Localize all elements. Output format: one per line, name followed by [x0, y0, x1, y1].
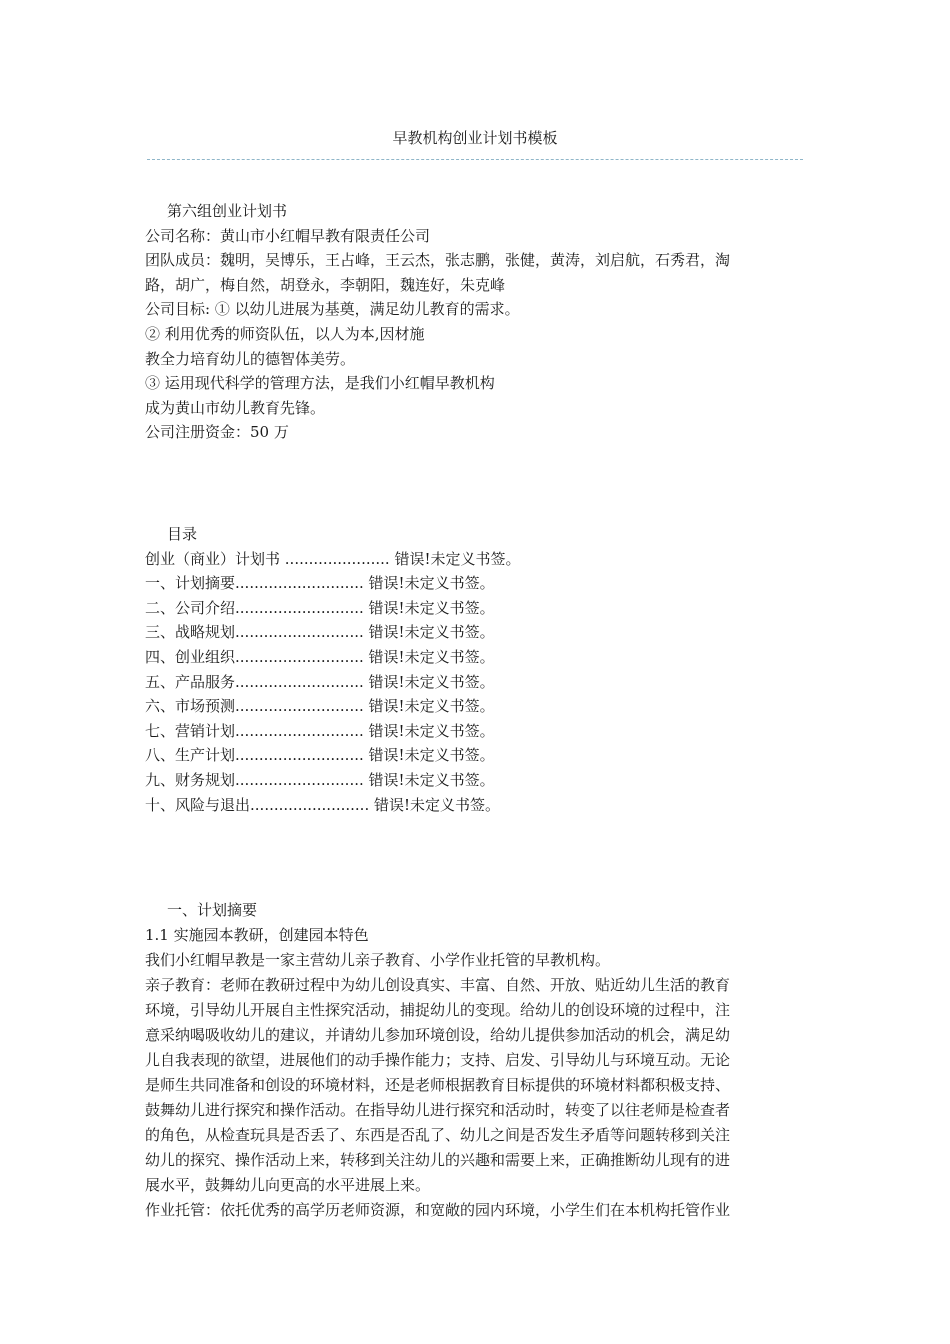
toc-entry-label: 八、生产计划 — [145, 746, 236, 765]
toc-entry-label: 创业（商业）计划书 — [145, 549, 285, 568]
toc-entry-page-ref: 错误!未定义书签。 — [368, 697, 495, 716]
toc-entry-leader-dots: ...................... — [284, 549, 390, 568]
toc-entry[interactable] — [145, 670, 807, 695]
company-goal-line: ② 利用优秀的师资队伍，以人为本,因材施 — [145, 324, 425, 343]
paragraph-line: 儿自我表现的欲望，进展他们的动手操作能力；支持、启发、引导幼儿与环境互动。无论 — [145, 1051, 731, 1069]
toc-entry-page-ref: 错误!未定义书签。 — [368, 598, 495, 617]
toc-entry-page-ref: 错误!未定义书签。 — [374, 795, 501, 814]
toc-entry-leader-dots: ........................... — [235, 672, 364, 691]
toc-entry[interactable] — [145, 620, 807, 645]
toc-entry[interactable] — [145, 547, 807, 572]
paragraph-line: 展水平，鼓舞幼儿向更高的水平进展上来。 — [145, 1176, 431, 1194]
toc-entry-label: 五、产品服务 — [145, 672, 236, 691]
toc-entry-label: 六、市场预测 — [145, 697, 236, 716]
paragraph-line: 鼓舞幼儿进行探究和操作活动。在指导幼儿进行探究和活动时，转变了以往老师是检查者 — [145, 1101, 731, 1119]
toc-entry[interactable] — [145, 768, 807, 793]
toc-entry-page-ref: 错误!未定义书签。 — [368, 647, 495, 666]
toc-entry-leader-dots: ........................... — [235, 647, 364, 666]
homework-paragraph-line: 作业托管：依托优秀的高学历老师资源，和宽敞的园内环境，小学生们在本机构托管作业 — [145, 1201, 731, 1219]
toc-entries — [145, 547, 807, 818]
registered-capital: 公司注册资金：50 万 — [145, 423, 289, 442]
toc-entry-page-ref: 错误!未定义书签。 — [394, 549, 521, 568]
section-plan-summary — [145, 898, 807, 1223]
toc-entry-page-ref: 错误!未定义书签。 — [368, 770, 495, 789]
toc-entry[interactable] — [145, 694, 807, 719]
toc-entry-leader-dots: ......................... — [250, 795, 370, 814]
toc-entry-leader-dots: ........................... — [235, 746, 364, 765]
company-goal-line: ③ 运用现代科学的管理方法，是我们小红帽早教机构 — [145, 374, 495, 393]
toc-entry[interactable] — [145, 719, 807, 744]
paragraph-line: 幼儿的探究、操作活动上来，转移到关注幼儿的兴趣和需要上来，正确推断幼儿现有的进 — [145, 1151, 731, 1169]
toc-entry-label: 七、营销计划 — [145, 721, 236, 740]
toc-entry[interactable] — [145, 793, 807, 818]
toc-entry-page-ref: 错误!未定义书签。 — [368, 746, 495, 765]
toc-entry-label: 二、公司介绍 — [145, 598, 236, 617]
team-members-line: 团队成员：魏明，吴博乐，王占峰，王云杰，张志鹏，张健，黄涛，刘启航，石秀君，淘 — [145, 251, 731, 270]
section-heading: 一、计划摘要 — [167, 901, 258, 919]
parent-education-paragraph — [145, 973, 807, 1198]
toc-entry-leader-dots: ........................... — [235, 721, 364, 740]
group-heading: 第六组创业计划书 — [167, 202, 288, 220]
toc-entry-page-ref: 错误!未定义书签。 — [368, 623, 495, 642]
toc-entry-label: 四、创业组织 — [145, 647, 236, 666]
toc-entry-leader-dots: ........................... — [235, 623, 364, 642]
company-goal-line: 成为黄山市幼儿教育先锋。 — [145, 398, 326, 417]
toc-entry-label: 三、战略规划 — [145, 623, 236, 642]
toc-entry-leader-dots: ........................... — [235, 770, 364, 789]
toc-entry-leader-dots: ........................... — [235, 598, 364, 617]
paragraph-line: 环境，引导幼儿开展自主性探究活动，捕捉幼儿的变现。给幼儿的创设环境的过程中，注 — [145, 1001, 731, 1019]
company-goal-line: 公司目标: ① 以幼儿进展为基奠，满足幼儿教育的需求。 — [145, 300, 520, 319]
toc-entry-label: 九、财务规划 — [145, 770, 236, 789]
paragraph-line: 意采纳喝吸收幼儿的建议，并请幼儿参加环境创设，给幼儿提供参加活动的机会，满足幼 — [145, 1026, 731, 1044]
paragraph-line: 亲子教育：老师在教研过程中为幼儿创设真实、丰富、自然、开放、贴近幼儿生活的教育 — [145, 976, 731, 994]
toc-entry-label: 十、风险与退出 — [145, 795, 251, 814]
toc-entry[interactable] — [145, 571, 807, 596]
document-title: 早教机构创业计划书模板 — [392, 129, 558, 147]
team-members-line: 路，胡广，梅自然，胡登永，李朝阳，魏连好，朱克峰 — [145, 275, 506, 294]
toc-entry-leader-dots: ........................... — [235, 697, 364, 716]
toc-entry[interactable] — [145, 596, 807, 621]
toc-entry-page-ref: 错误!未定义书签。 — [368, 672, 495, 691]
toc-entry-leader-dots: ........................... — [235, 574, 364, 593]
toc-entry[interactable] — [145, 743, 807, 768]
paragraph-line: 是师生共同准备和创设的环境材料，还是老师根据教育目标提供的环境材料都积极支持、 — [145, 1076, 731, 1094]
company-goal-line: 教全力培育幼儿的德智体美劳。 — [145, 349, 356, 368]
intro-section — [145, 199, 807, 445]
intro-paragraph: 我们小红帽早教是一家主营幼儿亲子教育、小学作业托管的早教机构。 — [145, 951, 611, 969]
sub-heading: 1.1 实施园本教研，创建园本特色 — [145, 926, 369, 944]
title-divider — [147, 159, 803, 160]
toc-entry-page-ref: 错误!未定义书签。 — [368, 721, 495, 740]
toc-entry-page-ref: 错误!未定义书签。 — [368, 574, 495, 593]
toc-heading: 目录 — [167, 525, 198, 543]
company-name: 公司名称：黄山市小红帽早教有限责任公司 — [145, 226, 431, 245]
toc-entry[interactable] — [145, 645, 807, 670]
toc-entry-label: 一、计划摘要 — [145, 574, 236, 593]
paragraph-line: 的角色，从检查玩具是否丢了、东西是否乱了、幼儿之间是否发生矛盾等问题转移到关注 — [145, 1126, 731, 1144]
table-of-contents — [145, 522, 807, 817]
